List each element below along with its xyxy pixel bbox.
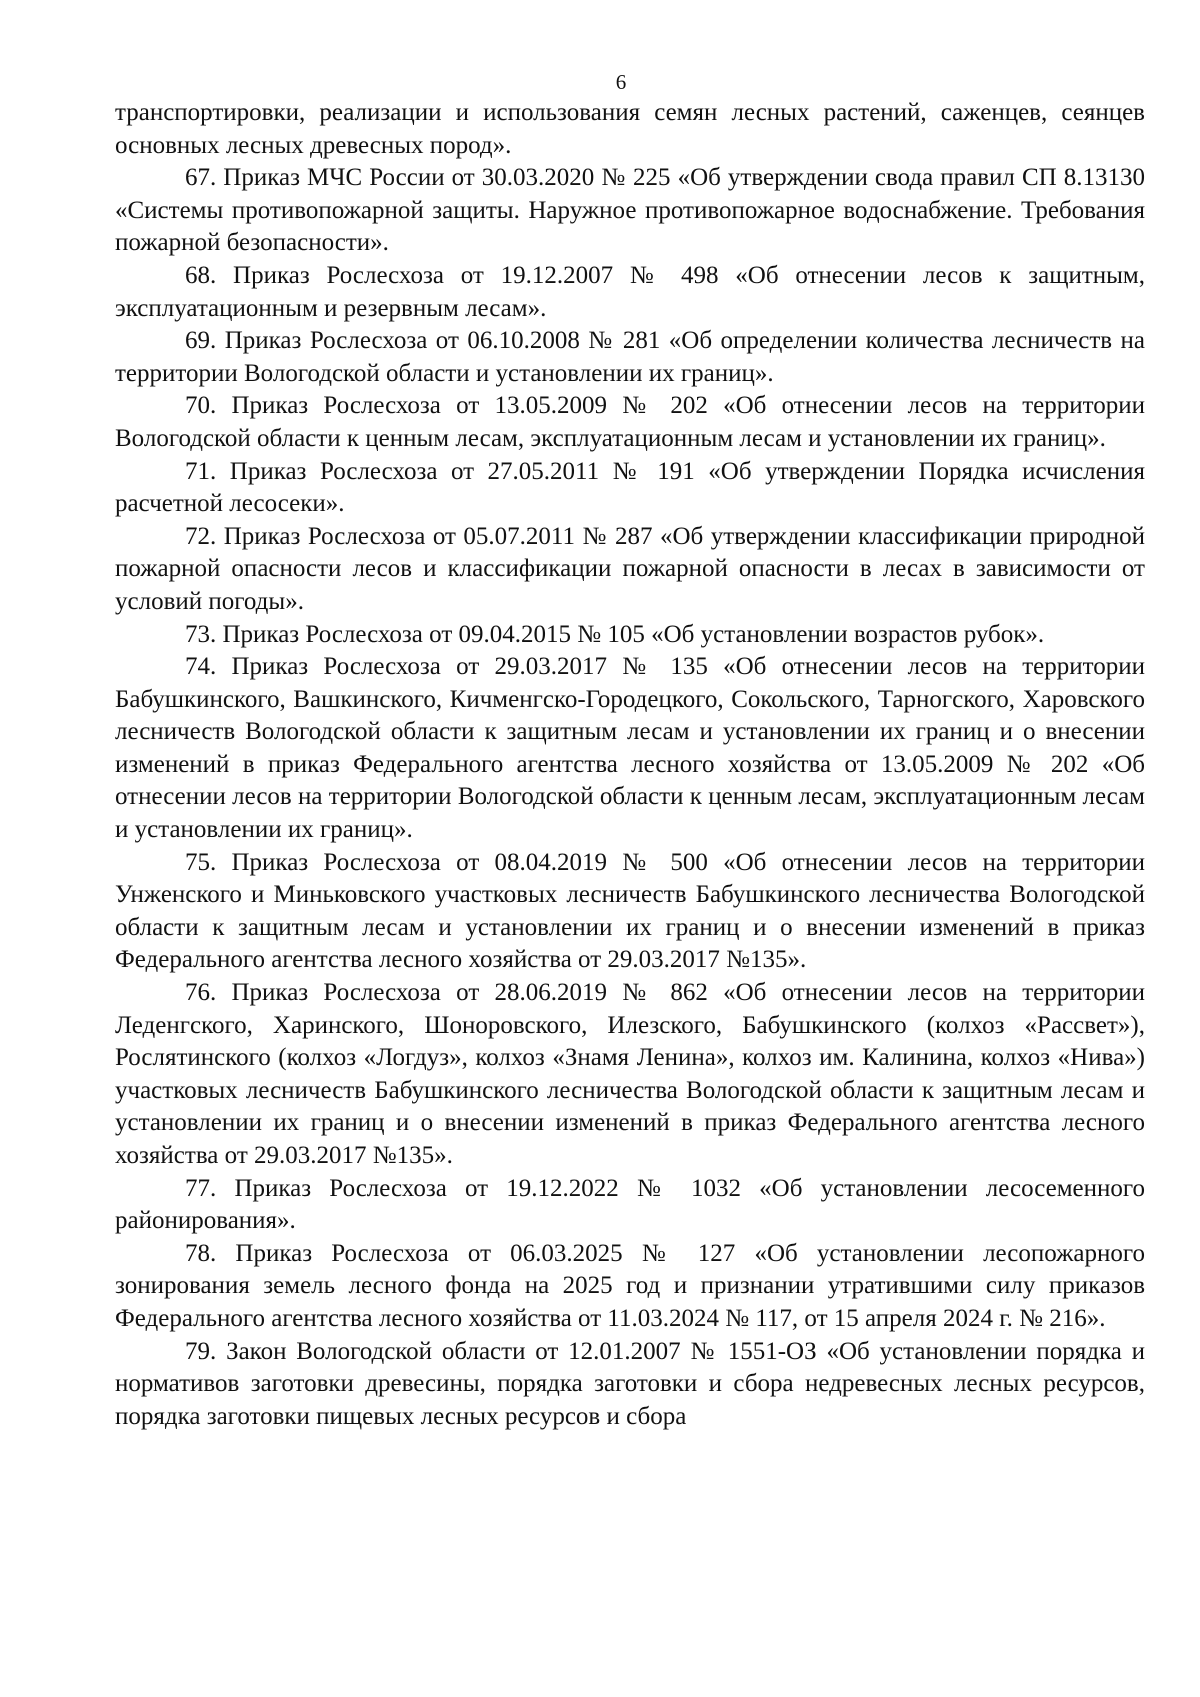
list-item-68: 68. Приказ Рослесхоза от 19.12.2007 № 498 «Об отнесении лесов к защитным, эксплуатационным и резервным лесам». (115, 261, 1145, 322)
page-number: 6 (615, 70, 627, 94)
paragraph-continuation: транспортировки, реализации и использования семян лесных растений, саженцев, сеянцев основных лесных древесных пород». (115, 99, 1145, 159)
list-item-67: 67. Приказ МЧС России от 30.03.2020 № 225 «Об утверждении свода правил СП 8.13130 «Системы противопожарной защиты. Наружное противопожарное водоснабжение. Требования пожарной безопасности». (115, 164, 1145, 257)
list-item-74: 74. Приказ Рослесхоза от 29.03.2017 № 135 «Об отнесении лесов на территории Бабушкинского, Вашкинского, Кичменгско-Городецкого, Сокольского, Тарногского, Харовского лесничеств Вологодской области к защитным лесам и установлении их границ и о внесении изменений в приказ Федерального агентства лесного хозяйства от 13.05.2009 № 202 «Об отнесении лесов на территории Вологодской области к ценным лесам, эксплуатационным лесам и установлении их границ». (115, 653, 1145, 844)
list-item-69: 69. Приказ Рослесхоза от 06.10.2008 № 281 «Об определении количества лесничеств на территории Вологодской области и установлении их границ». (115, 327, 1145, 387)
list-item-78: 78. Приказ Рослесхоза от 06.03.2025 № 127 «Об установлении лесопожарного зонирования земель лесного фонда на 2025 год и признании утратившими силу приказов Федерального агентства лесного хозяйства от 11.03.2024 № 117, от 15 апреля 2024 г. № 216». (115, 1239, 1145, 1332)
list-item-75: 75. Приказ Рослесхоза от 08.04.2019 № 500 «Об отнесении лесов на территории Унженского и Миньковского участковых лесничеств Бабушкинского лесничества Вологодской области к защитным лесам и установлении их границ и о внесении изменений в приказ Федерального агентства лесного хозяйства от 29.03.2017 №135». (115, 848, 1145, 974)
list-item-71: 71. Приказ Рослесхоза от 27.05.2011 № 191 «Об утверждении Порядка исчисления расчетной лесосеки». (115, 457, 1145, 518)
list-item-79: 79. Закон Вологодской области от 12.01.2007 № 1551-ОЗ «Об установлении порядка и нормативов заготовки древесины, порядка заготовки и сбора недревесных лесных ресурсов, порядка заготовки пищевых лесных ресурсов и сбора (115, 1337, 1145, 1430)
list-item-73: 73. Приказ Рослесхоза от 09.04.2015 № 105 «Об установлении возрастов рубок». (185, 620, 1045, 648)
list-item-70: 70. Приказ Рослесхоза от 13.05.2009 № 202 «Об отнесении лесов на территории Вологодской области к ценным лесам, эксплуатационным лесам и установлении их границ». (115, 392, 1145, 452)
list-item-76: 76. Приказ Рослесхоза от 28.06.2019 № 862 «Об отнесении лесов на территории Леденгского, Харинского, Шоноровского, Илезского, Бабушкинского (колхоз «Рассвет»), Рослятинского (колхоз «Логдуз», колхоз «Знамя Ленина», колхоз им. Калинина, колхоз «Нива») участковых лесничеств Бабушкинского лесничества Вологодской области к защитным лесам и установлении их границ и о внесении изменений в приказ Федерального агентства лесного хозяйства от 29.03.2017 №135». (115, 979, 1145, 1169)
document-body (115, 97, 1145, 1433)
list-item-72: 72. Приказ Рослесхоза от 05.07.2011 № 287 «Об утверждении классификации природной пожарной опасности лесов и классификации пожарной опасности в лесах в зависимости от условий погоды». (115, 522, 1145, 615)
list-item-77: 77. Приказ Рослесхоза от 19.12.2022 № 1032 «Об установлении лесосеменного районирования». (115, 1174, 1145, 1235)
